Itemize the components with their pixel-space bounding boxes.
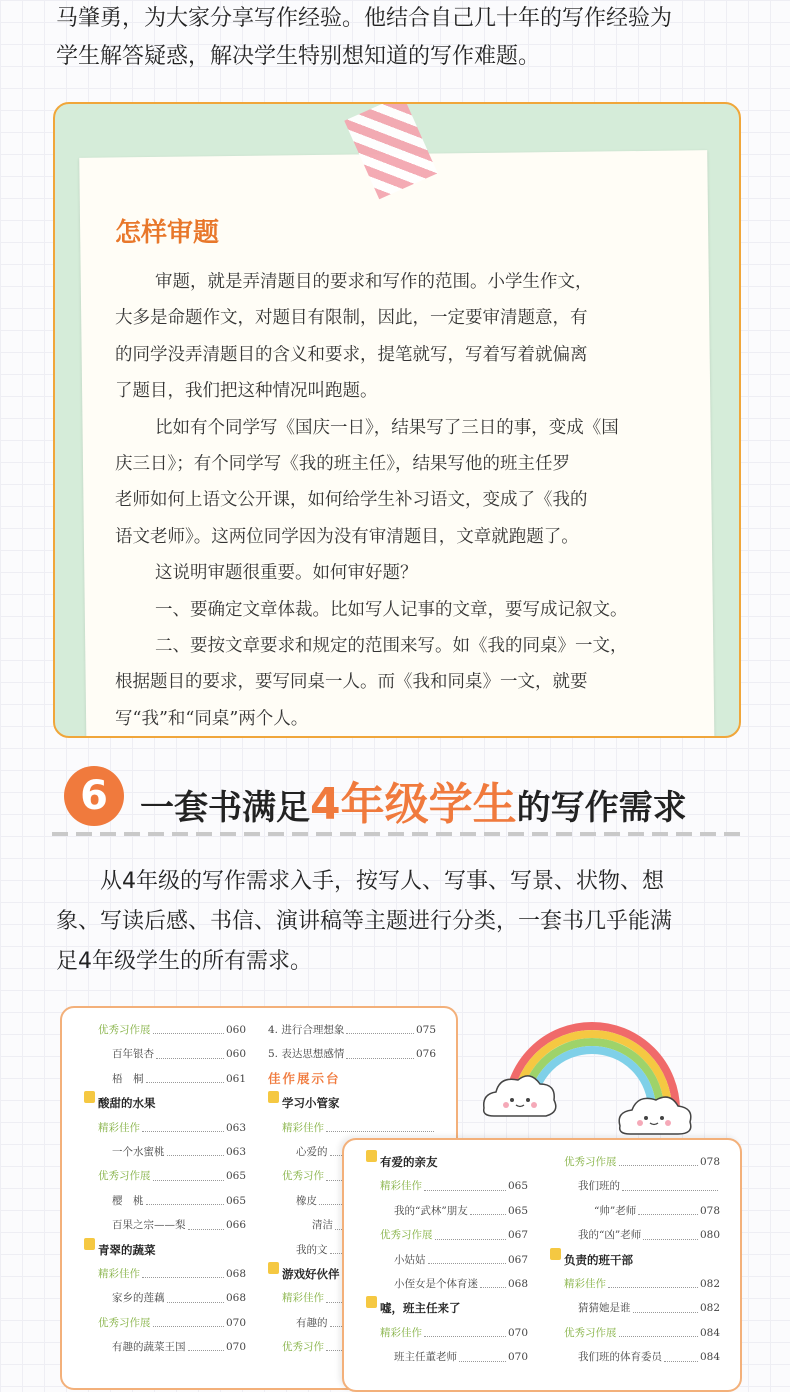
card-line: 写“我”和“同桌”两个人。 [115, 708, 309, 729]
toc-dot-leader [153, 1311, 224, 1327]
toc-entry [366, 1174, 528, 1198]
card-line: 比如有个同学写《国庆一日》，结果写了三日的事，变成《国 [155, 417, 619, 438]
toc-entry [366, 1248, 528, 1272]
toc-entry [84, 1116, 246, 1140]
toc-entry-title: 精彩佳作 [282, 1121, 324, 1134]
book-icon [84, 1238, 95, 1250]
toc-entry [550, 1321, 720, 1345]
toc-dot-leader [142, 1116, 224, 1132]
card-line: 根据题目的要求，要写同桌一人。而《我和同桌》一文，就要 [115, 672, 588, 693]
section-heading [140, 768, 687, 832]
toc-dot-leader [643, 1223, 698, 1239]
toc-entry-title: 青翠的蔬菜 [98, 1242, 156, 1257]
toc-entry-title: 嘘，班主任来了 [380, 1301, 461, 1316]
toc-dot-leader [424, 1174, 506, 1190]
toc-entry-title: “帅”老师 [594, 1204, 637, 1217]
toc-dot-leader [619, 1321, 698, 1337]
toc-dot-leader [167, 1286, 224, 1302]
heading-highlight: 4年级学生 [310, 779, 517, 830]
book-icon [84, 1091, 95, 1103]
toc-dot-leader [153, 1164, 224, 1180]
card-line: 老师如何上语文公开课，如何给学生补习语文，变成了《我的 [115, 490, 588, 511]
toc-entry-title: 佳作展示台 [268, 1070, 341, 1086]
toc-entry [366, 1345, 528, 1369]
toc-entry [550, 1150, 720, 1174]
toc-entry [84, 1067, 246, 1091]
sample-page-card [53, 102, 741, 738]
toc-page-number: 070 [225, 1341, 246, 1354]
toc-entry [366, 1296, 528, 1320]
toc-entry [84, 1018, 246, 1042]
toc-entry-title: 家乡的莲藕 [112, 1292, 165, 1305]
toc-page-number: 080 [699, 1229, 720, 1242]
toc-entry [366, 1223, 528, 1247]
toc-entry-title: 优秀习作展 [564, 1156, 617, 1168]
toc-entry-title: 精彩佳作 [98, 1267, 140, 1280]
card-line: 的同学没弄清题目的含义和要求，提笔就写，写着写着就偏离 [115, 344, 588, 365]
book-icon [268, 1262, 279, 1274]
toc-entry [366, 1321, 528, 1345]
toc-entry-title: 有趣的蔬菜王国 [112, 1341, 186, 1354]
toc-entry-title: 樱 桃 [112, 1194, 144, 1207]
toc-entry [268, 1042, 436, 1066]
toc-entry [84, 1164, 246, 1188]
toc-entry [84, 1262, 246, 1286]
toc-entry-title: 4. 进行合理想象 [268, 1024, 345, 1036]
toc-entry-title: 有趣的 [296, 1316, 328, 1329]
toc-entry-title: 优秀习作展 [98, 1170, 151, 1183]
card-line: 庆三日》；有个同学写《我的班主任》，结果写他的班主任罗 [115, 454, 570, 475]
toc-dot-leader [167, 1140, 224, 1156]
toc-entry-title: 梧 桐 [112, 1072, 144, 1085]
toc-entry [550, 1223, 720, 1247]
toc-page-number: 084 [699, 1351, 720, 1364]
para-line: 从4年级的写作需求入手，按写人、写事、写景、状物、想 [100, 869, 664, 894]
toc-entry [550, 1174, 720, 1198]
intro-line: 学生解答疑惑，解决学生特别想知道的写作难题。 [56, 44, 541, 69]
toc-dot-leader [480, 1272, 506, 1288]
toc-page-number: 068 [225, 1292, 246, 1305]
toc-entry [84, 1140, 246, 1164]
toc-page-number: 070 [507, 1326, 528, 1339]
toc-entry [550, 1272, 720, 1296]
card-title: 怎样审题 [115, 218, 220, 248]
toc-entry [84, 1213, 246, 1237]
card-line: 一、要确定文章体裁。比如写人记事的文章，要写成记叙文。 [155, 599, 628, 620]
toc-entry-title: 有爱的亲友 [380, 1155, 438, 1169]
toc-entry [366, 1199, 528, 1223]
toc-dot-leader [459, 1345, 506, 1361]
toc-dot-leader [156, 1042, 224, 1058]
card-body [115, 264, 689, 737]
section-paragraph [56, 862, 746, 982]
toc-entry [84, 1042, 246, 1066]
toc-entry [84, 1311, 246, 1335]
toc-entry-title: 优秀习作 [282, 1170, 324, 1183]
toc-entry [550, 1248, 720, 1272]
toc-page-number: 068 [507, 1277, 528, 1290]
toc-entry-title: 5. 表达思想感情 [268, 1048, 345, 1061]
toc-entry-title: 优秀习作展 [98, 1024, 151, 1036]
toc-page-number: 063 [225, 1145, 246, 1158]
toc-dot-leader [188, 1213, 224, 1229]
toc-page-number: 060 [225, 1048, 246, 1061]
toc-page-number: 065 [225, 1170, 246, 1183]
toc-entry-title: 精彩佳作 [98, 1121, 140, 1134]
card-line: 大多是命题作文，对题目有限制，因此，一定要审清题意，有 [115, 308, 588, 329]
toc-entry-title: 我们班的体育委员 [578, 1351, 662, 1364]
toc-page-number: 070 [507, 1351, 528, 1364]
toc-page-number: 076 [415, 1048, 436, 1061]
toc-page-number: 078 [699, 1204, 720, 1217]
toc-entry-title: 我的“武林”朋友 [394, 1204, 468, 1217]
heading-pre: 一套书满足 [140, 788, 310, 828]
toc-page-number: 060 [225, 1024, 246, 1036]
toc-page-number: 075 [415, 1024, 436, 1036]
toc-column-left [366, 1150, 528, 1370]
toc-page-number: 065 [507, 1180, 528, 1193]
toc-page-number: 078 [699, 1156, 720, 1168]
para-line: 象、写读后感、书信、演讲稿等主题进行分类，一套书几乎能满 [56, 909, 673, 934]
toc-entry [84, 1286, 246, 1310]
toc-entry-title: 精彩佳作 [564, 1277, 606, 1290]
heading-post: 的写作需求 [516, 788, 687, 828]
toc-entry-title: 酸甜的水果 [98, 1096, 156, 1111]
toc-page-number: 065 [225, 1194, 246, 1207]
intro-paragraph [56, 0, 746, 76]
book-icon [550, 1248, 561, 1260]
toc-dot-leader [424, 1321, 506, 1337]
toc-entry [268, 1018, 436, 1042]
toc-entry-title: 优秀习作展 [564, 1326, 617, 1339]
card-line: 审题，就是弄清题目的要求和写作的范围。小学生作文， [155, 272, 593, 292]
toc-entry-title: 优秀习作 [282, 1341, 324, 1354]
toc-dot-leader [470, 1199, 506, 1215]
toc-entry [550, 1199, 720, 1223]
toc-dot-leader [153, 1018, 224, 1034]
card-line: 了题目，我们把这种情况叫跑题。 [115, 381, 378, 402]
toc-page-number: 084 [699, 1326, 720, 1339]
toc-page-number: 070 [225, 1316, 246, 1329]
toc-entry-title: 我的“凶”老师 [578, 1229, 642, 1242]
toc-page-2 [342, 1138, 742, 1392]
toc-dot-leader [142, 1262, 224, 1278]
toc-page-number: 066 [225, 1219, 246, 1232]
toc-dot-leader [346, 1042, 414, 1058]
toc-entry-title: 精彩佳作 [380, 1180, 422, 1193]
toc-entry-title: 心爱的 [296, 1145, 328, 1158]
toc-entry [550, 1345, 720, 1369]
toc-entry-title: 我们班的 [578, 1180, 620, 1193]
card-line: 二、要按文章要求和规定的范围来写。如《我的同桌》一文， [155, 636, 628, 657]
toc-dot-leader [346, 1018, 414, 1034]
toc-page-number: 068 [225, 1267, 246, 1280]
toc-page-number: 082 [699, 1277, 720, 1290]
toc-entry-title: 优秀习作展 [380, 1229, 433, 1242]
toc-page-number: 067 [507, 1253, 528, 1266]
toc-entry-title: 清洁 [312, 1219, 333, 1232]
toc-dot-leader [326, 1116, 434, 1132]
toc-entry-title: 负责的班干部 [564, 1252, 633, 1267]
toc-dot-leader [622, 1174, 718, 1190]
toc-entry [366, 1150, 528, 1174]
toc-entry-title: 百果之宗——梨 [112, 1219, 186, 1232]
toc-dot-leader [664, 1345, 698, 1361]
toc-entry [268, 1091, 436, 1115]
toc-dot-leader [146, 1067, 224, 1083]
toc-entry-title: 班主任董老师 [394, 1351, 457, 1364]
toc-column-right [550, 1150, 720, 1370]
toc-entry-title: 小姑姑 [394, 1253, 426, 1266]
toc-dot-leader [608, 1272, 698, 1288]
toc-entry [84, 1189, 246, 1213]
toc-page-number: 082 [699, 1302, 720, 1315]
toc-dot-leader [633, 1296, 698, 1312]
book-icon [366, 1150, 377, 1162]
toc-entry [84, 1091, 246, 1115]
para-line: 足4年级学生的所有需求。 [56, 949, 312, 974]
book-icon [268, 1091, 279, 1103]
toc-entry [84, 1238, 246, 1262]
toc-entry-title: 猜猜她是谁 [578, 1302, 631, 1315]
toc-entry-title: 精彩佳作 [380, 1326, 422, 1339]
rainbow-illustration [480, 1010, 704, 1140]
toc-entry [550, 1296, 720, 1320]
intro-line: 马肇勇，为大家分享写作经验。他结合自己几十年的写作经验为 [56, 6, 673, 31]
toc-dot-leader [619, 1150, 698, 1166]
section-number-badge: 6 [64, 766, 124, 826]
toc-entry-title: 橡皮 [296, 1194, 317, 1207]
book-icon [366, 1296, 377, 1308]
toc-entry-title: 我的文 [296, 1243, 328, 1256]
toc-dot-leader [428, 1248, 506, 1264]
toc-dot-leader [146, 1189, 224, 1205]
toc-dot-leader [638, 1199, 698, 1215]
toc-entry-title: 游戏好伙伴 [282, 1266, 340, 1281]
toc-dot-leader [435, 1223, 506, 1239]
toc-entry-title: 一个水蜜桃 [112, 1145, 165, 1158]
toc-entry-title: 精彩佳作 [282, 1292, 324, 1305]
toc-entry-title: 百年银杏 [112, 1048, 154, 1061]
toc-dot-leader [188, 1335, 224, 1351]
toc-page-number: 065 [507, 1204, 528, 1217]
card-line: 这说明审题很重要。如何审好题？ [155, 563, 418, 584]
toc-page-number: 061 [225, 1072, 246, 1085]
card-line: 语文老师》。这两位同学因为没有审清题目，文章就跑题了。 [115, 526, 579, 547]
toc-page-number: 067 [507, 1229, 528, 1242]
toc-entry [268, 1116, 436, 1140]
toc-column-left [84, 1018, 246, 1359]
toc-entry [84, 1335, 246, 1359]
toc-entry-title: 学习小管家 [282, 1096, 340, 1111]
toc-entry [366, 1272, 528, 1296]
toc-entry-title: 小侄女是个体育迷 [394, 1277, 478, 1290]
dashed-divider [52, 832, 744, 836]
toc-page-number: 063 [225, 1121, 246, 1134]
toc-entry [268, 1067, 436, 1091]
toc-entry-title: 优秀习作展 [98, 1316, 151, 1329]
